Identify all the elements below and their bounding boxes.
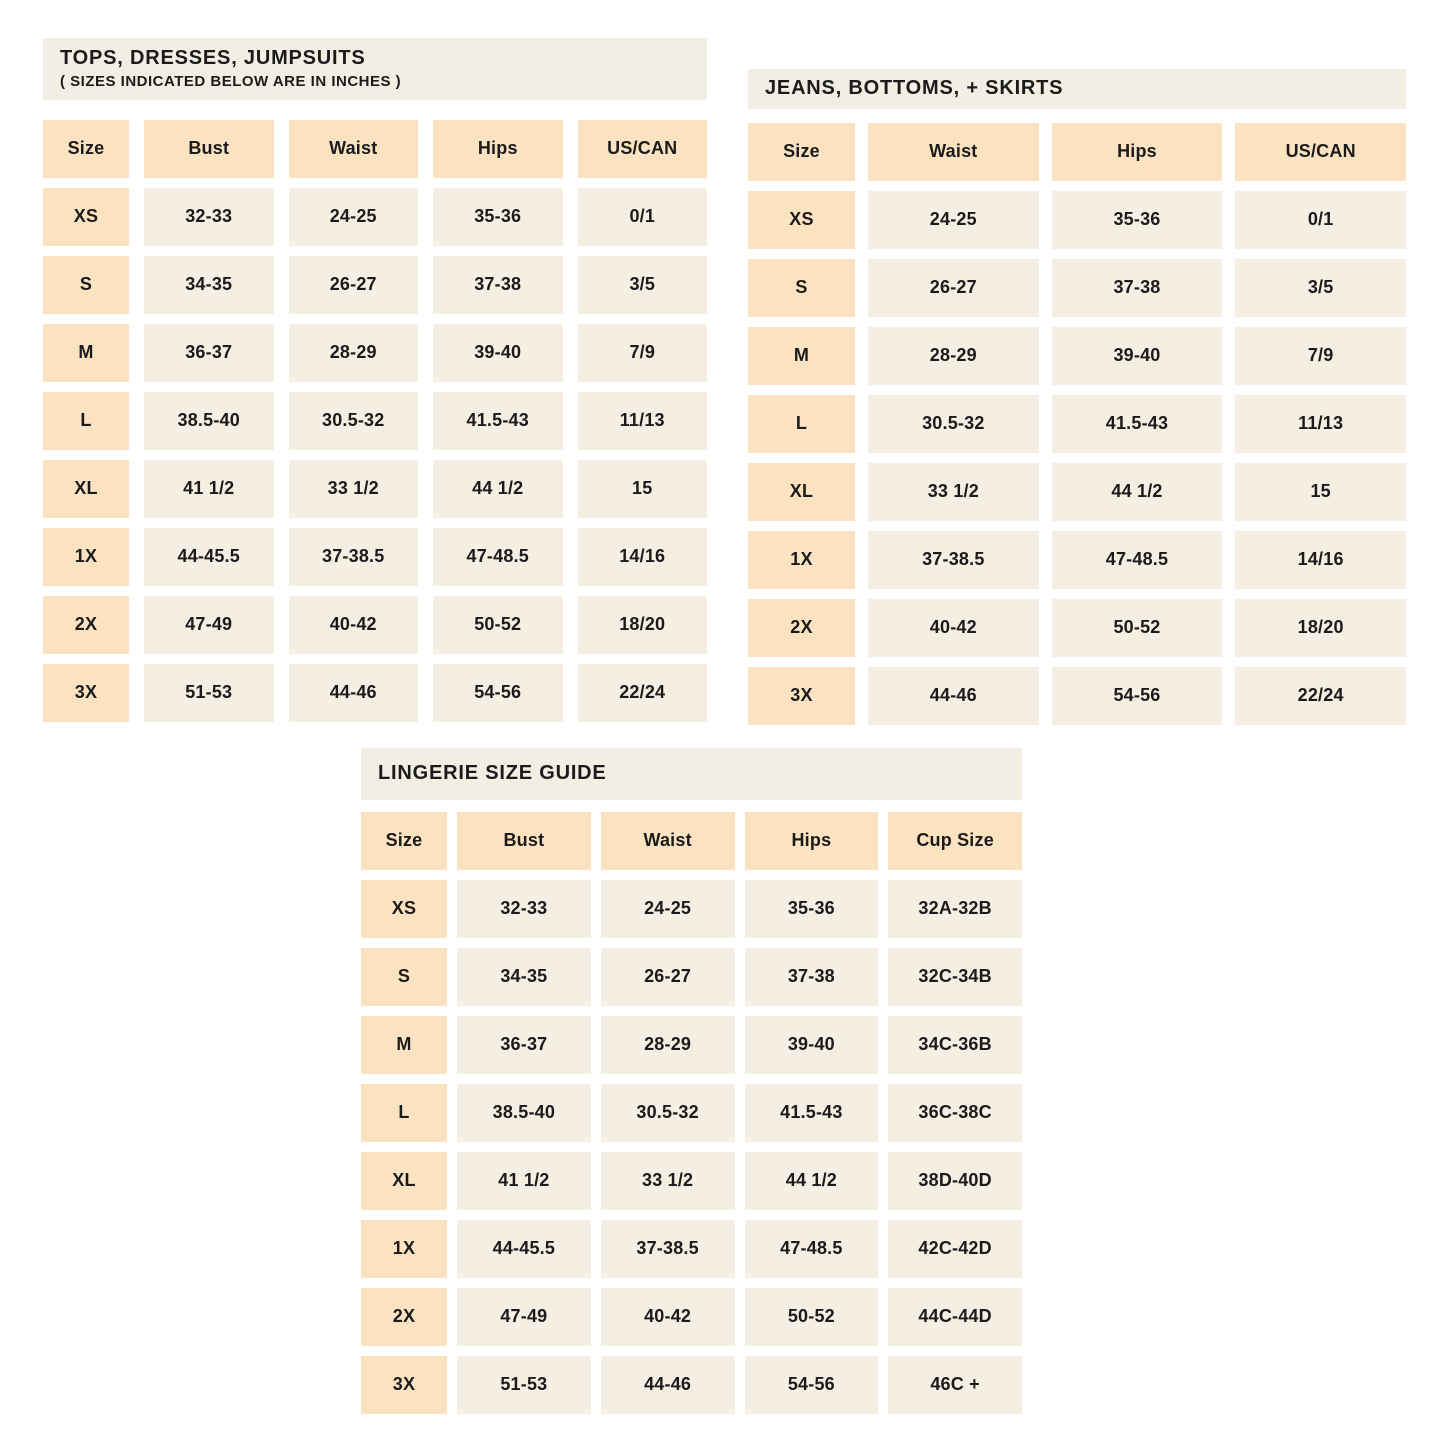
measurement-cell: 34-35: [144, 256, 274, 314]
measurement-cell: 15: [1235, 463, 1406, 521]
measurement-cell: 44-45.5: [457, 1220, 591, 1278]
row-size-cell: 2X: [43, 596, 129, 654]
measurement-cell: 44 1/2: [433, 460, 563, 518]
size-grid: [361, 812, 1022, 1414]
measurement-cell: 3/5: [1235, 259, 1406, 317]
row-size-cell: XL: [43, 460, 129, 518]
row-size-cell: 1X: [748, 531, 855, 589]
measurement-cell: 47-49: [457, 1288, 591, 1346]
measurement-cell: 3/5: [578, 256, 708, 314]
row-size-cell: 2X: [748, 599, 855, 657]
column-header-cell: Hips: [1052, 123, 1223, 181]
jeans-bottoms-skirts-table: [748, 69, 1406, 725]
measurement-cell: 35-36: [745, 880, 879, 938]
row-size-cell: S: [361, 948, 447, 1006]
measurement-cell: 41.5-43: [745, 1084, 879, 1142]
measurement-cell: 26-27: [289, 256, 419, 314]
measurement-cell: 37-38: [433, 256, 563, 314]
measurement-cell: 14/16: [1235, 531, 1406, 589]
row-size-cell: L: [748, 395, 855, 453]
size-grid: [748, 123, 1406, 725]
row-size-cell: L: [361, 1084, 447, 1142]
measurement-cell: 40-42: [289, 596, 419, 654]
measurement-cell: 44-46: [868, 667, 1039, 725]
measurement-cell: 22/24: [578, 664, 708, 722]
measurement-cell: 32C-34B: [888, 948, 1022, 1006]
table-title-band: [43, 38, 707, 100]
size-grid: [43, 120, 707, 722]
measurement-cell: 37-38: [745, 948, 879, 1006]
measurement-cell: 41.5-43: [1052, 395, 1223, 453]
measurement-cell: 50-52: [745, 1288, 879, 1346]
measurement-cell: 0/1: [1235, 191, 1406, 249]
measurement-cell: 11/13: [578, 392, 708, 450]
measurement-cell: 30.5-32: [289, 392, 419, 450]
measurement-cell: 39-40: [1052, 327, 1223, 385]
table-title-band: [361, 748, 1022, 800]
measurement-cell: 24-25: [868, 191, 1039, 249]
measurement-cell: 36C-38C: [888, 1084, 1022, 1142]
measurement-cell: 30.5-32: [601, 1084, 735, 1142]
table-title: TOPS, DRESSES, JUMPSUITS: [60, 47, 366, 69]
measurement-cell: 38.5-40: [457, 1084, 591, 1142]
measurement-cell: 50-52: [433, 596, 563, 654]
measurement-cell: 47-49: [144, 596, 274, 654]
table-subtitle: ( SIZES INDICATED BELOW ARE IN INCHES ): [60, 72, 402, 90]
measurement-cell: 32A-32B: [888, 880, 1022, 938]
column-header-cell: Waist: [289, 120, 419, 178]
measurement-cell: 22/24: [1235, 667, 1406, 725]
measurement-cell: 41 1/2: [144, 460, 274, 518]
measurement-cell: 44 1/2: [1052, 463, 1223, 521]
table-title: JEANS, BOTTOMS, + SKIRTS: [765, 77, 1064, 99]
measurement-cell: 51-53: [144, 664, 274, 722]
column-header-cell: Hips: [745, 812, 879, 870]
row-size-cell: 1X: [361, 1220, 447, 1278]
measurement-cell: 24-25: [601, 880, 735, 938]
measurement-cell: 54-56: [745, 1356, 879, 1414]
measurement-cell: 33 1/2: [868, 463, 1039, 521]
measurement-cell: 18/20: [1235, 599, 1406, 657]
measurement-cell: 42C-42D: [888, 1220, 1022, 1278]
measurement-cell: 44-46: [601, 1356, 735, 1414]
lingerie-size-guide-table: [361, 748, 1022, 1414]
measurement-cell: 33 1/2: [601, 1152, 735, 1210]
row-size-cell: S: [43, 256, 129, 314]
measurement-cell: 7/9: [1235, 327, 1406, 385]
measurement-cell: 44 1/2: [745, 1152, 879, 1210]
row-size-cell: XS: [361, 880, 447, 938]
measurement-cell: 32-33: [144, 188, 274, 246]
row-size-cell: L: [43, 392, 129, 450]
measurement-cell: 38.5-40: [144, 392, 274, 450]
measurement-cell: 38D-40D: [888, 1152, 1022, 1210]
measurement-cell: 37-38.5: [601, 1220, 735, 1278]
measurement-cell: 54-56: [433, 664, 563, 722]
measurement-cell: 28-29: [601, 1016, 735, 1074]
measurement-cell: 41 1/2: [457, 1152, 591, 1210]
row-size-cell: 3X: [748, 667, 855, 725]
measurement-cell: 14/16: [578, 528, 708, 586]
measurement-cell: 36-37: [457, 1016, 591, 1074]
measurement-cell: 44C-44D: [888, 1288, 1022, 1346]
measurement-cell: 37-38: [1052, 259, 1223, 317]
row-size-cell: 3X: [361, 1356, 447, 1414]
measurement-cell: 30.5-32: [868, 395, 1039, 453]
measurement-cell: 40-42: [601, 1288, 735, 1346]
measurement-cell: 15: [578, 460, 708, 518]
measurement-cell: 39-40: [433, 324, 563, 382]
measurement-cell: 47-48.5: [745, 1220, 879, 1278]
column-header-cell: Bust: [457, 812, 591, 870]
column-header-cell: Cup Size: [888, 812, 1022, 870]
row-size-cell: M: [43, 324, 129, 382]
measurement-cell: 36-37: [144, 324, 274, 382]
measurement-cell: 51-53: [457, 1356, 591, 1414]
measurement-cell: 18/20: [578, 596, 708, 654]
measurement-cell: 50-52: [1052, 599, 1223, 657]
measurement-cell: 11/13: [1235, 395, 1406, 453]
row-size-cell: XS: [43, 188, 129, 246]
measurement-cell: 32-33: [457, 880, 591, 938]
measurement-cell: 40-42: [868, 599, 1039, 657]
column-header-cell: Size: [748, 123, 855, 181]
column-header-cell: Bust: [144, 120, 274, 178]
measurement-cell: 26-27: [868, 259, 1039, 317]
measurement-cell: 35-36: [1052, 191, 1223, 249]
column-header-cell: Size: [43, 120, 129, 178]
column-header-cell: Waist: [601, 812, 735, 870]
row-size-cell: M: [748, 327, 855, 385]
row-size-cell: XL: [361, 1152, 447, 1210]
row-size-cell: S: [748, 259, 855, 317]
measurement-cell: 0/1: [578, 188, 708, 246]
measurement-cell: 37-38.5: [868, 531, 1039, 589]
measurement-cell: 54-56: [1052, 667, 1223, 725]
measurement-cell: 46C +: [888, 1356, 1022, 1414]
row-size-cell: M: [361, 1016, 447, 1074]
table-title: LINGERIE SIZE GUIDE: [378, 762, 607, 784]
row-size-cell: 3X: [43, 664, 129, 722]
column-header-cell: US/CAN: [578, 120, 708, 178]
measurement-cell: 28-29: [868, 327, 1039, 385]
measurement-cell: 28-29: [289, 324, 419, 382]
measurement-cell: 35-36: [433, 188, 563, 246]
column-header-cell: Waist: [868, 123, 1039, 181]
row-size-cell: XS: [748, 191, 855, 249]
column-header-cell: Hips: [433, 120, 563, 178]
measurement-cell: 39-40: [745, 1016, 879, 1074]
measurement-cell: 44-46: [289, 664, 419, 722]
measurement-cell: 44-45.5: [144, 528, 274, 586]
table-title-band: [748, 69, 1406, 109]
measurement-cell: 47-48.5: [433, 528, 563, 586]
measurement-cell: 37-38.5: [289, 528, 419, 586]
column-header-cell: US/CAN: [1235, 123, 1406, 181]
measurement-cell: 34C-36B: [888, 1016, 1022, 1074]
measurement-cell: 24-25: [289, 188, 419, 246]
row-size-cell: 1X: [43, 528, 129, 586]
measurement-cell: 33 1/2: [289, 460, 419, 518]
row-size-cell: 2X: [361, 1288, 447, 1346]
measurement-cell: 7/9: [578, 324, 708, 382]
measurement-cell: 26-27: [601, 948, 735, 1006]
row-size-cell: XL: [748, 463, 855, 521]
tops-dresses-jumpsuits-table: [43, 38, 707, 722]
column-header-cell: Size: [361, 812, 447, 870]
measurement-cell: 34-35: [457, 948, 591, 1006]
measurement-cell: 47-48.5: [1052, 531, 1223, 589]
measurement-cell: 41.5-43: [433, 392, 563, 450]
